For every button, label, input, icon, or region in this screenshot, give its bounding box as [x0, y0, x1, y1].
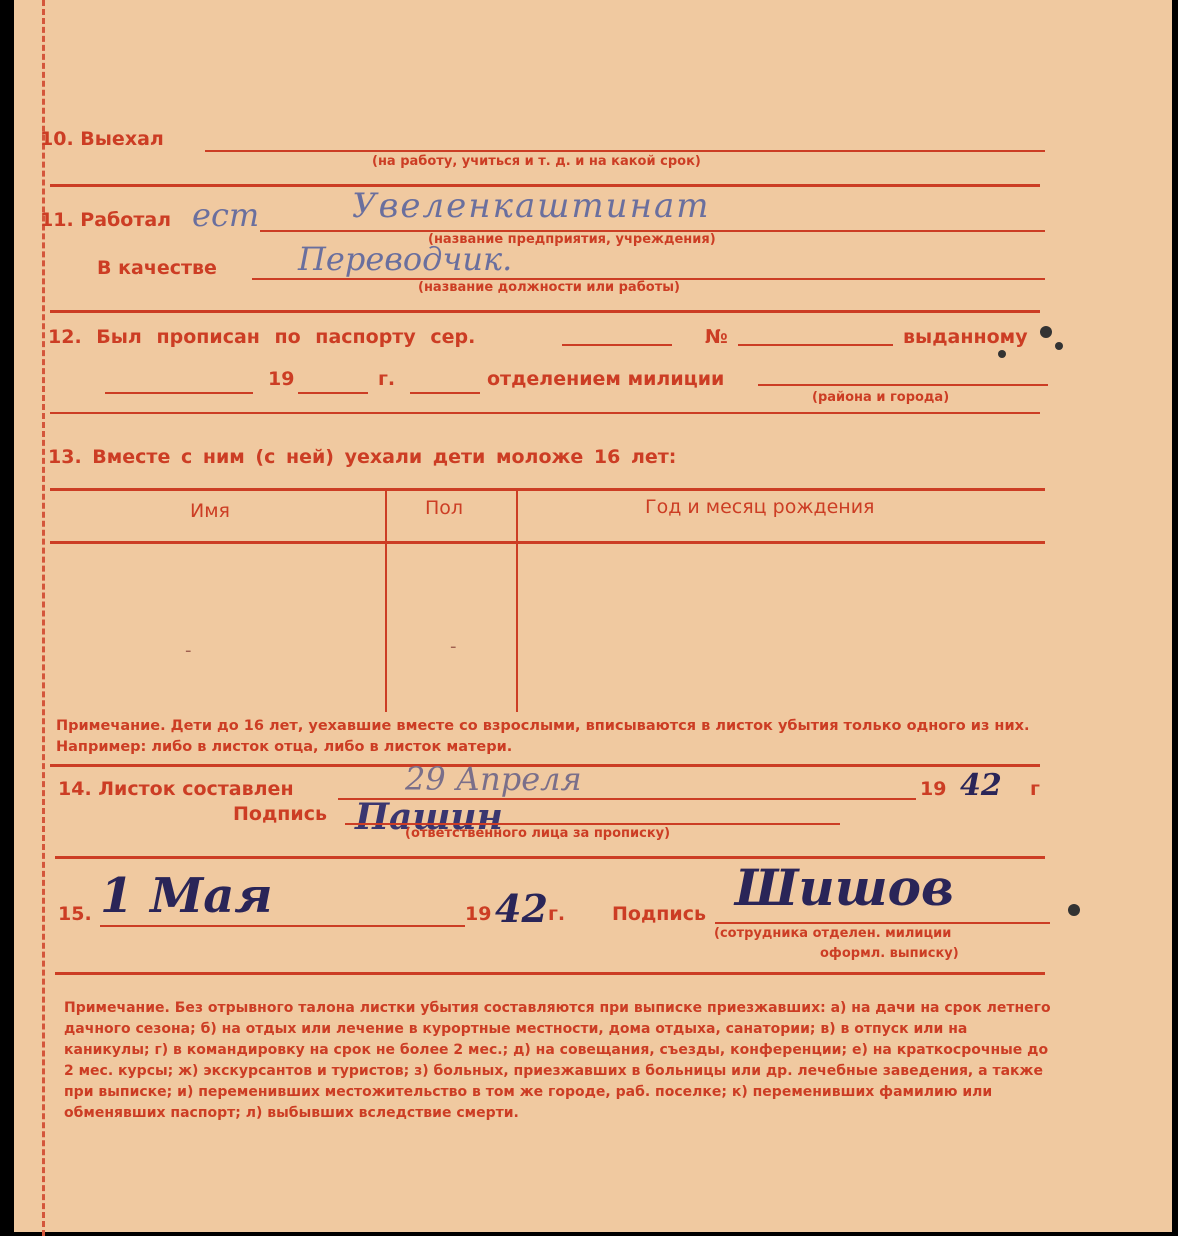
field-14-sign-line	[345, 823, 840, 825]
field-12-dept: отделением милиции	[487, 368, 725, 390]
field-13-label: 13. Вместе с ним (с ней) уехали дети моложе 16 лет:	[48, 446, 677, 468]
table-cell-name: -	[185, 640, 192, 661]
punch-hole	[1068, 904, 1080, 916]
field-14-year: 42	[960, 768, 1002, 803]
table-header-birth: Год и месяц рождения	[645, 496, 875, 518]
field-11-role-caption: (название должности или работы)	[418, 280, 680, 295]
field-11-employer: Увеленкаштинат	[352, 186, 711, 226]
field-12-g: г.	[378, 368, 396, 390]
note-without-coupon: Примечание. Без отрывного талона листки убытия составляются при выписке приезжавших: а) на дачи на срок летнего дачного сезона; б) на отдых или лечение в курортные местности, дома отдыха, санатории; в) в отпуск или на каникулы; г) в командировку на срок не более 2 мес.; д) на совещания, съезды, конференции; е) на краткосрочные до 2 мес. курсы; ж) экскурсантов и туристов; з) больных, приезжавших в больницы или др. лечебные заведения, а также при выписке; и) переменивших местожительство в том же городе, раб. поселке; к) переменивших фамилию или обменявших паспорт; л) выбывших вследствие смерти.	[64, 1000, 1051, 1121]
table-column-divider	[516, 490, 518, 712]
field-14-g: г	[1030, 778, 1040, 800]
field-12-dept-line	[758, 384, 1048, 386]
field-15-date-line	[100, 925, 465, 927]
divider	[50, 310, 1040, 313]
field-12-year: 19	[268, 368, 295, 390]
punch-hole	[998, 350, 1006, 358]
field-12-issued: выданному	[903, 326, 1028, 348]
field-15-year: 42	[495, 886, 548, 931]
field-14-label: 14. Листок составлен	[58, 778, 294, 800]
field-15-g: г.	[548, 903, 566, 925]
perforation-line	[42, 0, 45, 1236]
field-12-year-line	[298, 392, 368, 394]
table-column-divider	[385, 490, 387, 712]
field-11-suffix: ест	[192, 196, 260, 234]
field-11-label: 11. Работал	[40, 209, 172, 231]
table-header-line	[50, 541, 1045, 544]
field-14-date: 29 Апреля	[405, 760, 582, 798]
punch-hole	[1040, 326, 1052, 338]
field-11-role: Переводчик.	[298, 240, 513, 278]
field-12-number-sign: №	[705, 326, 728, 348]
field-15-sign-line	[715, 922, 1050, 924]
field-10-line	[205, 150, 1045, 152]
field-12-number-line	[738, 344, 893, 346]
divider	[50, 412, 1040, 414]
table-cell-sex: -	[450, 636, 457, 657]
table-top	[50, 488, 1045, 491]
field-14-sign-label: Подпись	[233, 803, 328, 825]
field-10-caption: (на работу, учиться и т. д. и на какой срок)	[372, 154, 701, 169]
field-15-sign-label: Подпись	[612, 903, 707, 925]
field-14-year-prefix: 19	[920, 778, 947, 800]
divider	[55, 972, 1045, 975]
punch-hole	[1055, 342, 1063, 350]
field-15-caption-1: (сотрудника отделен. милиции	[714, 926, 952, 941]
field-12-caption: (района и города)	[812, 390, 950, 405]
field-11-role-label: В качестве	[97, 257, 217, 279]
field-14-caption: (ответственного лица за прописку)	[405, 826, 671, 841]
field-10-label: 10. Выехал	[40, 128, 164, 150]
table-header-sex: Пол	[425, 497, 464, 519]
field-12-label: 12. Был прописан по паспорту сер.	[48, 326, 476, 348]
field-15-date: 1 Мая	[100, 868, 273, 924]
field-15-signature: Шишов	[735, 858, 954, 917]
field-12-series-line	[562, 344, 672, 346]
field-12-date-line	[105, 392, 253, 394]
field-15-year-prefix: 19	[465, 903, 492, 925]
field-14-signature: Пашин	[355, 796, 503, 838]
field-15-label: 15.	[58, 903, 92, 925]
note-children: Примечание. Дети до 16 лет, уехавшие вместе со взрослыми, вписываются в листок убытия только одного из них. Например: либо в листок отца, либо в листок матери.	[56, 718, 1030, 755]
field-11-caption: (название предприятия, учреждения)	[428, 232, 716, 247]
field-15-caption-2: оформл. выписку)	[820, 946, 959, 961]
table-header-name: Имя	[190, 500, 230, 522]
field-12-line	[410, 392, 480, 394]
